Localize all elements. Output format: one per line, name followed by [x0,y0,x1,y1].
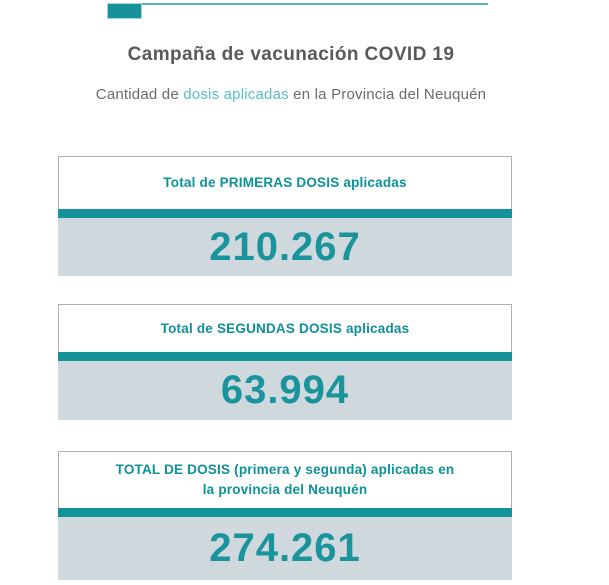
card-label: TOTAL DE DOSIS (primera y segunda) aplicadas en la provincia del Neuquén [115,462,455,497]
card-header [58,156,512,209]
page-title: Campaña de vacunación COVID 19 [127,44,455,65]
card-header [58,451,512,508]
card-value: 210.267 [209,224,361,269]
card-label: Total de PRIMERAS DOSIS aplicadas [163,175,407,190]
progress-track [107,3,488,5]
card-header [58,304,512,352]
stat-card-total-doses [58,451,512,580]
card-value: 274.261 [209,526,361,570]
page-subtitle [58,86,524,103]
subtitle-prefix: Cantidad de [95,86,184,103]
card-value: 63.994 [220,368,350,412]
card-label: Total de SEGUNDAS DOSIS aplicadas [160,320,410,336]
top-progress-bar [107,3,488,20]
stat-card-second-doses [58,304,512,420]
card-accent-bar [58,352,512,361]
progress-fill [107,3,142,19]
subtitle-highlight: dosis aplicadas [183,86,289,103]
card-value-panel [58,361,512,420]
card-accent-bar [58,508,512,517]
card-value-panel [58,517,512,580]
card-value-panel [58,218,512,276]
stat-card-first-doses [58,156,512,276]
subtitle-suffix: en la Provincia del Neuquén [288,86,487,103]
card-accent-bar [58,209,512,218]
